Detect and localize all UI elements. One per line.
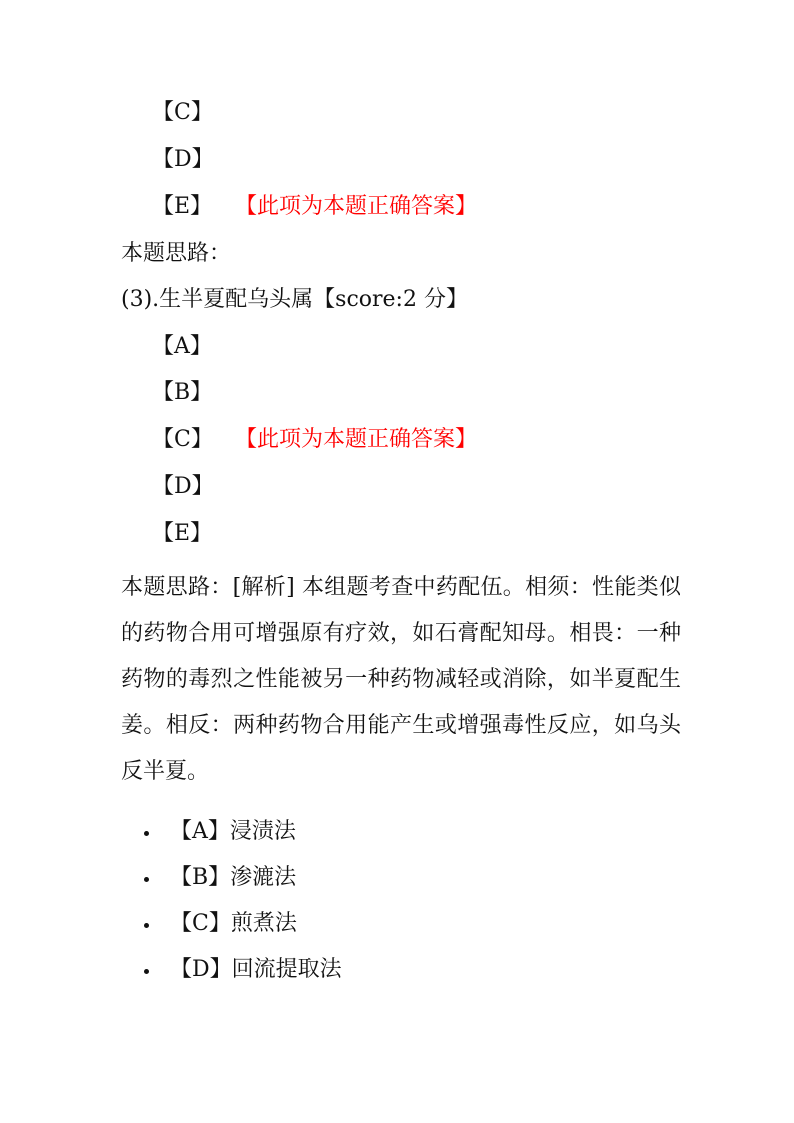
option-label: 【D】 xyxy=(152,474,214,499)
option-label: 【D】 xyxy=(152,147,214,172)
option-c xyxy=(152,98,213,128)
option-e xyxy=(152,519,212,549)
option-label: 【C】 xyxy=(152,100,213,125)
option-text: 【A】浸渍法 xyxy=(170,819,296,844)
question-title: (3).生半夏配乌头属【score:2 分】 xyxy=(121,287,468,312)
option-label: 【A】 xyxy=(152,334,212,359)
correct-answer-marker: 【此项为本题正确答案】 xyxy=(235,427,478,452)
bullet-icon xyxy=(144,831,149,836)
analysis-paragraph: 本题思路：[解析] 本组题考查中药配伍。相须：性能类似的药物合用可增强原有疗效，如石膏配知母。相畏：一种药物的毒烈之性能被另一种药物减轻或消除，如半夏配生姜。相反：两种药物合用能产生或增强毒性反应，如乌头反半夏。 xyxy=(121,575,681,784)
option-c xyxy=(152,425,213,455)
bullet-icon xyxy=(144,923,149,928)
option-text: 【B】渗漉法 xyxy=(170,865,297,890)
option-label: 【C】 xyxy=(152,427,213,452)
option-e xyxy=(152,192,212,222)
option-text: 【C】煎煮法 xyxy=(170,911,297,936)
correct-answer-marker: 【此项为本题正确答案】 xyxy=(235,194,478,219)
analysis-label: 本题思路： xyxy=(121,241,232,266)
option-b xyxy=(152,378,212,408)
option-a xyxy=(152,332,212,362)
option-d xyxy=(152,472,214,502)
bullet-icon xyxy=(144,969,149,974)
option-d xyxy=(152,145,214,175)
option-label: 【B】 xyxy=(152,380,213,405)
option-text: 【D】回流提取法 xyxy=(170,957,342,982)
option-label: 【E】 xyxy=(152,521,213,546)
option-label: 【E】 xyxy=(152,194,213,219)
bullet-icon xyxy=(144,877,149,882)
